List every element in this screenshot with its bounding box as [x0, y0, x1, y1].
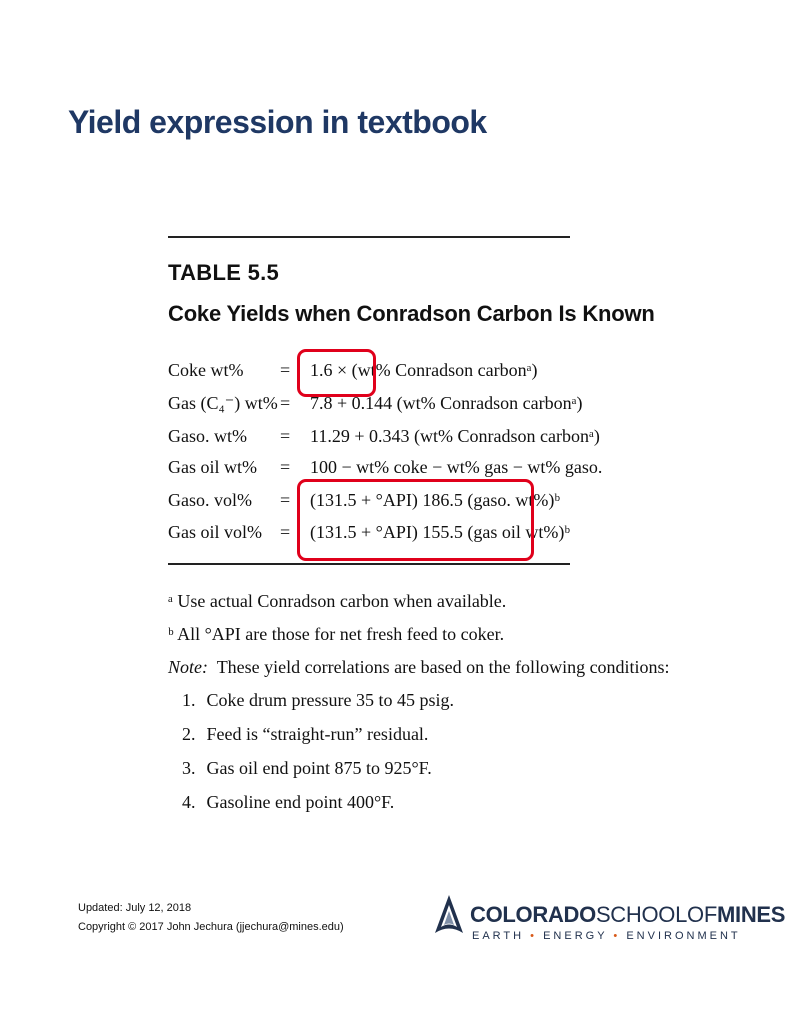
condition-item: [182, 758, 432, 779]
condition-text: Gasoline end point 400°F.: [206, 792, 395, 812]
condition-text: Coke drum pressure 35 to 45 psig.: [206, 690, 454, 710]
row-expression: 1.6 × (wt% Conradson carbonᵃ): [310, 360, 538, 380]
highlight-box-vol: [297, 479, 534, 561]
school-logo-wordmark: [470, 902, 785, 928]
row-label: Gaso. wt%: [168, 426, 247, 446]
row-equals: =: [280, 490, 291, 510]
table-caption: Coke Yields when Conradson Carbon Is Known: [168, 301, 655, 326]
table-bottom-rule: [168, 563, 570, 565]
slide-title: Yield expression in textbook: [68, 104, 487, 140]
condition-item: [182, 792, 394, 813]
logo-tag-separator: •: [613, 930, 621, 942]
row-equals: =: [280, 426, 291, 446]
row-equals: =: [280, 457, 291, 477]
highlight-box-coke: [297, 349, 376, 397]
row-expression: 7.8 + 0.144 (wt% Conradson carbonᵃ): [310, 393, 583, 413]
table-number: TABLE 5.5: [168, 260, 280, 285]
condition-number: 2.: [182, 724, 196, 744]
condition-item: [182, 724, 428, 745]
logo-word-colorado: COLORADO: [470, 902, 596, 927]
logo-tag-environment: ENVIRONMENT: [626, 930, 741, 942]
logo-word-schoolof: SCHOOLOF: [595, 902, 717, 927]
condition-number: 1.: [182, 690, 196, 710]
footnote-a: ᵃ Use actual Conradson carbon when available.: [168, 591, 507, 611]
condition-number: 3.: [182, 758, 196, 778]
row-equals: =: [280, 522, 291, 542]
school-logo-tagline: [472, 930, 741, 942]
logo-tag-energy: ENERGY: [543, 930, 608, 942]
condition-number: 4.: [182, 792, 196, 812]
row-equals: =: [280, 393, 291, 413]
footnote-b: ᵇ All °API are those for net fresh feed to coker.: [168, 624, 505, 644]
row-expression: (131.5 + °API) 186.5 (gaso. wt%)ᵇ: [310, 490, 560, 510]
row-expression: 100 − wt% coke − wt% gas − wt% gaso.: [310, 457, 603, 477]
logo-word-mines: MINES: [717, 902, 785, 927]
row-label: Gas oil vol%: [168, 522, 262, 542]
footer-copyright: Copyright © 2017 John Jechura (jjechura@mines.edu): [78, 921, 344, 933]
row-expression: (131.5 + °API) 155.5 (gas oil wt%)ᵇ: [310, 522, 570, 542]
row-label: Gas oil wt%: [168, 457, 257, 477]
row-equals: =: [280, 360, 291, 380]
row-label: Coke wt%: [168, 360, 244, 380]
row-label: Gas (C₄⁻) wt%: [168, 393, 278, 413]
table-note: [168, 657, 670, 678]
note-label: Note:: [168, 657, 208, 677]
table-top-rule: [168, 236, 570, 238]
condition-text: Feed is “straight-run” residual.: [206, 724, 429, 744]
row-expression: 11.29 + 0.343 (wt% Conradson carbonᵃ): [310, 426, 600, 446]
logo-tag-separator: •: [530, 930, 538, 942]
logo-tag-earth: EARTH: [472, 930, 525, 942]
condition-text: Gas oil end point 875 to 925°F.: [206, 758, 432, 778]
row-label: Gaso. vol%: [168, 490, 252, 510]
condition-item: [182, 690, 454, 711]
note-text: These yield correlations are based on the following conditions:: [216, 657, 670, 677]
mines-logo-icon: [432, 893, 466, 939]
footer-updated: Updated: July 12, 2018: [78, 902, 192, 914]
